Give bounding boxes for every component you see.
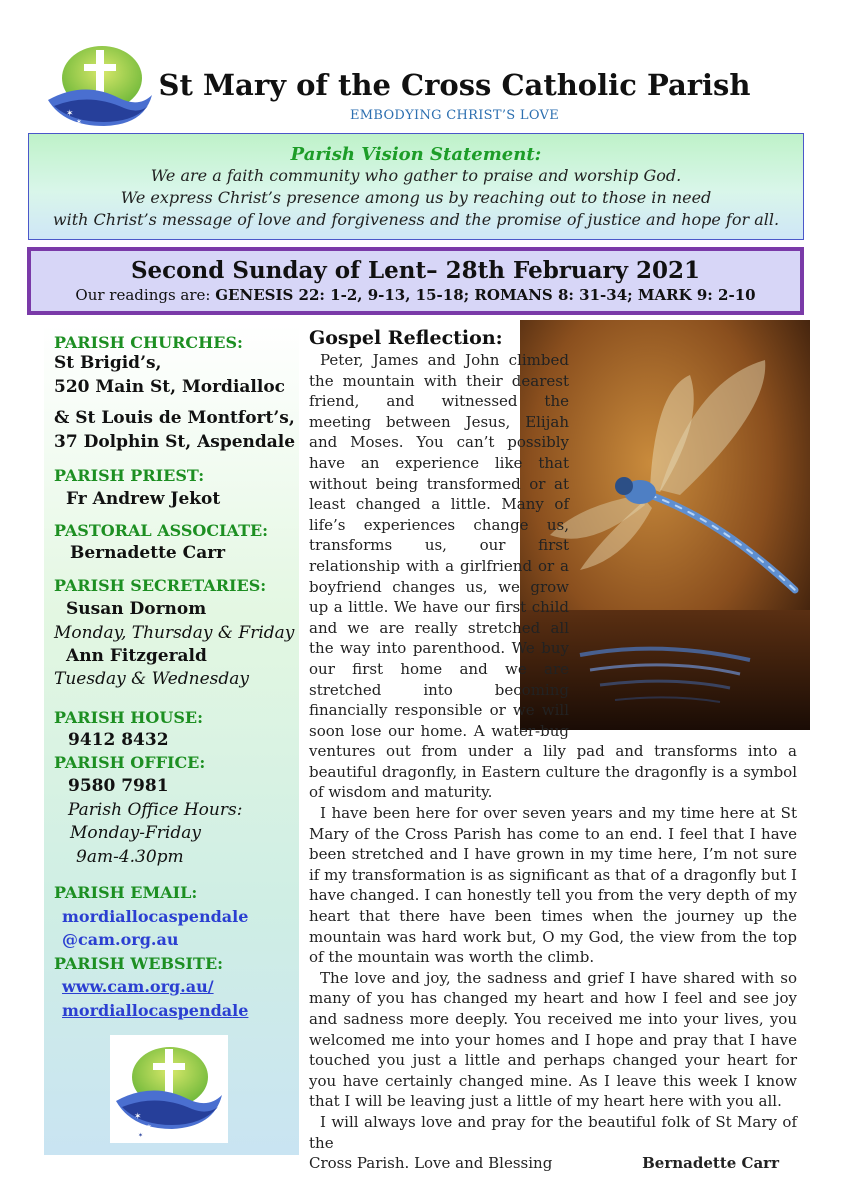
- gospel-title: Gospel Reflection:: [309, 327, 503, 349]
- secretary2-days: Tuesday & Wednesday: [54, 669, 250, 689]
- svg-text:✶: ✶: [76, 118, 82, 126]
- paragraph: I will always love and pray for the beautiful folk of St Mary of the: [309, 1112, 797, 1152]
- secretary1-days: Monday, Thursday & Friday: [54, 623, 295, 643]
- website-link-path[interactable]: mordiallocaspendale: [62, 1001, 249, 1020]
- vision-line: We are a faith community who gather to praise and worship God.: [150, 166, 682, 185]
- svg-text:✶: ✶: [146, 1123, 152, 1131]
- church2-address: 37 Dolphin St, Aspendale: [54, 432, 296, 452]
- house-phone: 9412 8432: [68, 730, 169, 750]
- sunday-banner: [27, 247, 804, 315]
- paragraph: The love and joy, the sadness and grief I have shared with so many of you has changed my heart and how I feel and see joy and sadness more deeply. You received me into your lives, you welcomed me into your homes and I hope and pray that I have touched you just a little and perhaps changed your heart for you have certainly changed mine. As I leave this week I know that I will be leaving just a little of my heart here with you all.: [309, 968, 797, 1111]
- parish-tagline: EMBODYING CHRIST’S LOVE: [349, 108, 560, 123]
- gospel-reflection-text: [309, 350, 797, 1174]
- office-time: 9am-4.30pm: [76, 847, 184, 867]
- closing-line: [309, 1153, 797, 1174]
- secretary1-name: Susan Dornom: [66, 599, 207, 619]
- image-spacer: [575, 350, 797, 730]
- email-link[interactable]: mordiallocaspendale: [62, 907, 249, 926]
- svg-text:✶: ✶: [138, 1132, 144, 1139]
- house-heading: PARISH HOUSE:: [54, 708, 203, 727]
- parish-logo-icon: [110, 1035, 228, 1143]
- vision-line: with Christ’s message of love and forgiveness and the promise of justice and hope for all.: [52, 210, 780, 229]
- priest-name: Fr Andrew Jekot: [66, 489, 221, 509]
- church1-name: St Brigid’s,: [54, 353, 162, 373]
- website-link[interactable]: www.cam.org.au/: [62, 977, 214, 996]
- vision-statement-box: [28, 133, 804, 240]
- paragraph: Peter, James and John climbed the mountain with their dearest friend, and witnessed the meeting between Jesus, Elijah and Moses. You can’t possibly have an experience like that without being transformed or at least changed a little. Many of life’s experiences change us, transforms us, our first relationship with a girlfriend or a boyfriend changes us, we grow up a little. We have our first child and we are really stretched all the way into parenthood. We buy our first home and we are stretched into becoming financially responsible or we will soon lose our home. A water-bug ventures out from under a lily pad and transforms into a beautiful dragonfly, in Eastern culture the dragonfly is a symbol of wisdom and maturity.: [309, 351, 797, 802]
- readings-list: GENESIS 22: 1-2, 9-13, 15-18; ROMANS 8: 31-34; MARK 9: 2-10: [215, 286, 756, 304]
- secretaries-heading: PARISH SECRETARIES:: [54, 576, 267, 595]
- email-heading: PARISH EMAIL:: [54, 883, 198, 902]
- office-phone: 9580 7981: [68, 776, 169, 796]
- church1-address: 520 Main St, Mordialloc: [54, 377, 286, 397]
- sunday-title: Second Sunday of Lent– 28th February 2021: [130, 257, 701, 284]
- office-hours-label: Parish Office Hours:: [68, 800, 243, 820]
- priest-heading: PARISH PRIEST:: [54, 466, 205, 485]
- readings-line: [31, 286, 800, 304]
- svg-text:✶: ✶: [66, 109, 74, 119]
- office-heading: PARISH OFFICE:: [54, 753, 206, 772]
- readings-prefix: Our readings are:: [75, 286, 216, 304]
- parish-info-sidebar: [44, 325, 299, 1155]
- email-link-domain[interactable]: @cam.org.au: [62, 930, 179, 949]
- website-heading: PARISH WEBSITE:: [54, 954, 224, 973]
- svg-text:✶: ✶: [134, 1112, 142, 1122]
- pastoral-name: Bernadette Carr: [70, 543, 226, 563]
- vision-title: Parish Vision Statement:: [290, 144, 542, 165]
- secretary2-name: Ann Fitzgerald: [66, 646, 207, 666]
- pastoral-heading: PASTORAL ASSOCIATE:: [54, 521, 269, 540]
- signature: Bernadette Carr: [642, 1154, 779, 1173]
- paragraph: I have been here for over seven years and my time here at St Mary of the Cross Parish has come to an end. I feel that I have been stretched and I have grown in my time here, I’m not sure if my transformation is as significant as that of a dragonfly but I have changed. I can honestly tell you from the very depth of my heart that there have been times when the journey up the mountain was hard work but, O my God, the view from the top of the mountain was worth the climb.: [309, 804, 797, 967]
- vision-line: We express Christ’s presence among us by reaching out to those in need: [120, 188, 712, 207]
- closing-text: Cross Parish. Love and Blessing: [309, 1154, 553, 1173]
- churches-heading: PARISH CHURCHES:: [54, 333, 243, 352]
- parish-title: St Mary of the Cross Catholic Parish: [158, 68, 751, 102]
- office-days: Monday-Friday: [70, 823, 201, 843]
- svg-text:✶: ✶: [62, 123, 68, 130]
- church2-name: & St Louis de Montfort’s,: [54, 408, 295, 428]
